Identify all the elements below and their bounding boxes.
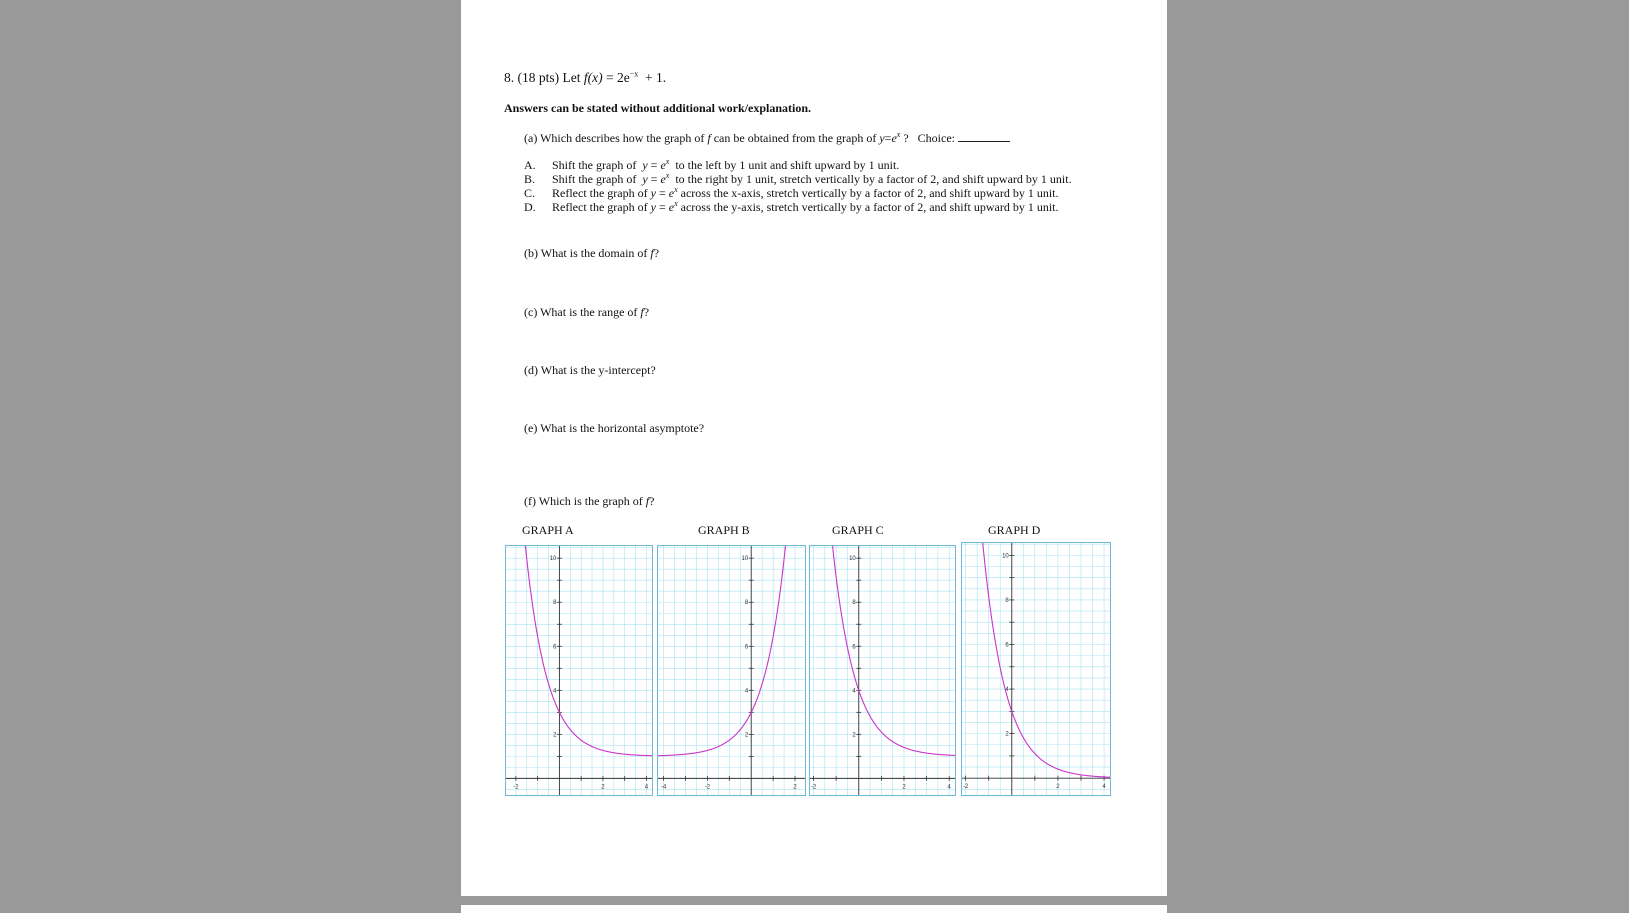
opt-e: e (660, 172, 666, 186)
graph-background (505, 545, 653, 796)
y-tick-label: 2 (744, 732, 749, 739)
x-tick-label: 2 (793, 784, 797, 791)
y-tick-label: 10 (549, 556, 557, 563)
part-f-f: f (645, 494, 650, 508)
part-f-q: ? (649, 494, 655, 508)
choice-label: Choice: (917, 131, 955, 145)
opt-e: e (668, 186, 675, 200)
x-tick-label: 2 (601, 784, 605, 791)
part-a-question (524, 131, 1010, 145)
part-a-y: y (879, 131, 885, 145)
part-a-q: ? (903, 131, 909, 145)
opt-y: y (642, 158, 648, 172)
x-tick-label: 4 (947, 784, 951, 791)
part-a-e: e (891, 131, 897, 145)
option-post: across the x-axis, stretch vertically by a factor of 2, and shift upward by 1 unit. (680, 186, 1059, 200)
problem-exponent: −x (629, 69, 639, 79)
y-tick-label: 2 (553, 732, 557, 739)
graph-d-plot[interactable] (961, 542, 1111, 796)
problem-number: 8. (504, 70, 515, 85)
part-e-question: (e) What is the horizontal asymptote? (524, 421, 705, 435)
y-tick-label: 4 (852, 688, 856, 695)
option-letter: B. (524, 172, 536, 186)
y-tick-label: 8 (1005, 597, 1009, 604)
part-a-label: (a) Which describes how the graph of (524, 131, 705, 145)
problem-func: f(x) (583, 70, 603, 85)
part-b-f: f (650, 246, 654, 260)
y-tick-label: 10 (849, 556, 856, 563)
option-pre: Shift the graph of (552, 172, 637, 186)
y-tick-label: 2 (852, 732, 856, 739)
option-text (552, 186, 1059, 200)
option-letter: A. (524, 158, 536, 172)
graph-c-plot[interactable] (809, 545, 956, 796)
opt-eq: = (658, 200, 666, 214)
part-c-text: (c) What is the range of (524, 305, 638, 319)
option-text (552, 200, 1059, 214)
opt-y: y (650, 186, 656, 200)
graph-b-label: GRAPH B (698, 523, 750, 537)
graph-c-label: GRAPH C (832, 523, 884, 537)
x-tick-label: -2 (962, 784, 969, 791)
option-post: across the y-axis, stretch vertically by a factor of 2, and shift upward by 1 unit. (680, 200, 1059, 214)
option-pre: Reflect the graph of (552, 200, 648, 214)
x-tick-label: -2 (513, 784, 519, 791)
option-pre: Reflect the graph of (552, 186, 648, 200)
graph-background (961, 542, 1111, 796)
y-tick-label: 8 (852, 600, 856, 607)
graph-a-plot[interactable] (505, 545, 653, 796)
part-a-mid: can be obtained from the graph of (713, 131, 877, 145)
opt-eq: = (650, 158, 658, 172)
opt-sup: x (674, 199, 678, 208)
opt-e: e (660, 158, 666, 172)
option-pre: Shift the graph of (552, 158, 637, 172)
part-b-q: ? (653, 246, 660, 260)
y-tick-label: 6 (744, 644, 749, 651)
option-post: to the left by 1 unit and shift upward by 1 unit. (675, 158, 900, 172)
graph-a-label: GRAPH A (522, 523, 574, 537)
opt-y: y (642, 172, 648, 186)
part-b-text: (b) What is the domain of (524, 246, 648, 260)
opt-y: y (650, 200, 656, 214)
opt-sup: x (665, 157, 670, 166)
instruction-text: Answers can be stated without additional work/explanation. (504, 101, 812, 115)
option-letter: D. (524, 200, 536, 214)
part-a-eq: = (884, 131, 892, 145)
x-tick-label: 4 (1102, 784, 1106, 791)
part-c-question (524, 305, 649, 319)
y-tick-label: 6 (553, 644, 557, 651)
x-tick-label: 2 (902, 784, 906, 791)
opt-eq: = (658, 186, 666, 200)
part-f-question (524, 494, 654, 508)
problem-points: (18 pts) (517, 70, 560, 85)
x-tick-label: 2 (1056, 784, 1060, 791)
y-tick-label: 4 (553, 688, 557, 695)
problem-let: Let (562, 70, 581, 85)
x-tick-label: 4 (644, 784, 649, 791)
y-tick-label: 6 (852, 644, 856, 651)
part-a-f: f (707, 131, 711, 145)
x-tick-label: -2 (810, 784, 817, 791)
y-tick-label: 4 (744, 688, 749, 695)
graph-b-plot[interactable] (657, 545, 806, 796)
part-c-q: ? (643, 305, 650, 319)
y-tick-label: 8 (553, 600, 557, 607)
next-page-edge (461, 905, 1167, 913)
option-letter: C. (524, 186, 536, 200)
graph-d-label: GRAPH D (988, 523, 1041, 537)
opt-sup: x (665, 171, 670, 180)
document-page (461, 0, 1167, 896)
part-f-text: (f) Which is the graph of (524, 494, 643, 508)
x-tick-label: -2 (704, 784, 711, 791)
choice-answer-line[interactable] (958, 131, 1010, 142)
part-b-question (524, 246, 659, 260)
problem-equals: = 2e (605, 70, 630, 85)
y-tick-label: 2 (1005, 731, 1009, 738)
y-tick-label: 10 (741, 556, 749, 563)
y-tick-label: 8 (744, 600, 749, 607)
problem-heading (504, 71, 666, 85)
y-tick-label: 10 (1002, 553, 1009, 560)
y-tick-label: 4 (1005, 687, 1009, 694)
options-list (524, 158, 1124, 218)
opt-eq: = (650, 172, 658, 186)
part-d-question: (d) What is the y-intercept? (524, 363, 656, 377)
option-text (552, 158, 899, 172)
y-tick-label: 6 (1005, 642, 1009, 649)
x-tick-label: -4 (660, 784, 667, 791)
graph-background (657, 545, 806, 796)
problem-tail: + 1. (644, 70, 667, 85)
part-c-f: f (640, 305, 644, 319)
part-a-sup: x (896, 130, 901, 139)
graph-background (809, 545, 956, 796)
option-post: to the right by 1 unit, stretch vertically by a factor of 2, and shift upward by 1 unit. (675, 172, 1072, 186)
option-text (552, 172, 1072, 186)
opt-sup: x (674, 185, 678, 194)
opt-e: e (668, 200, 675, 214)
